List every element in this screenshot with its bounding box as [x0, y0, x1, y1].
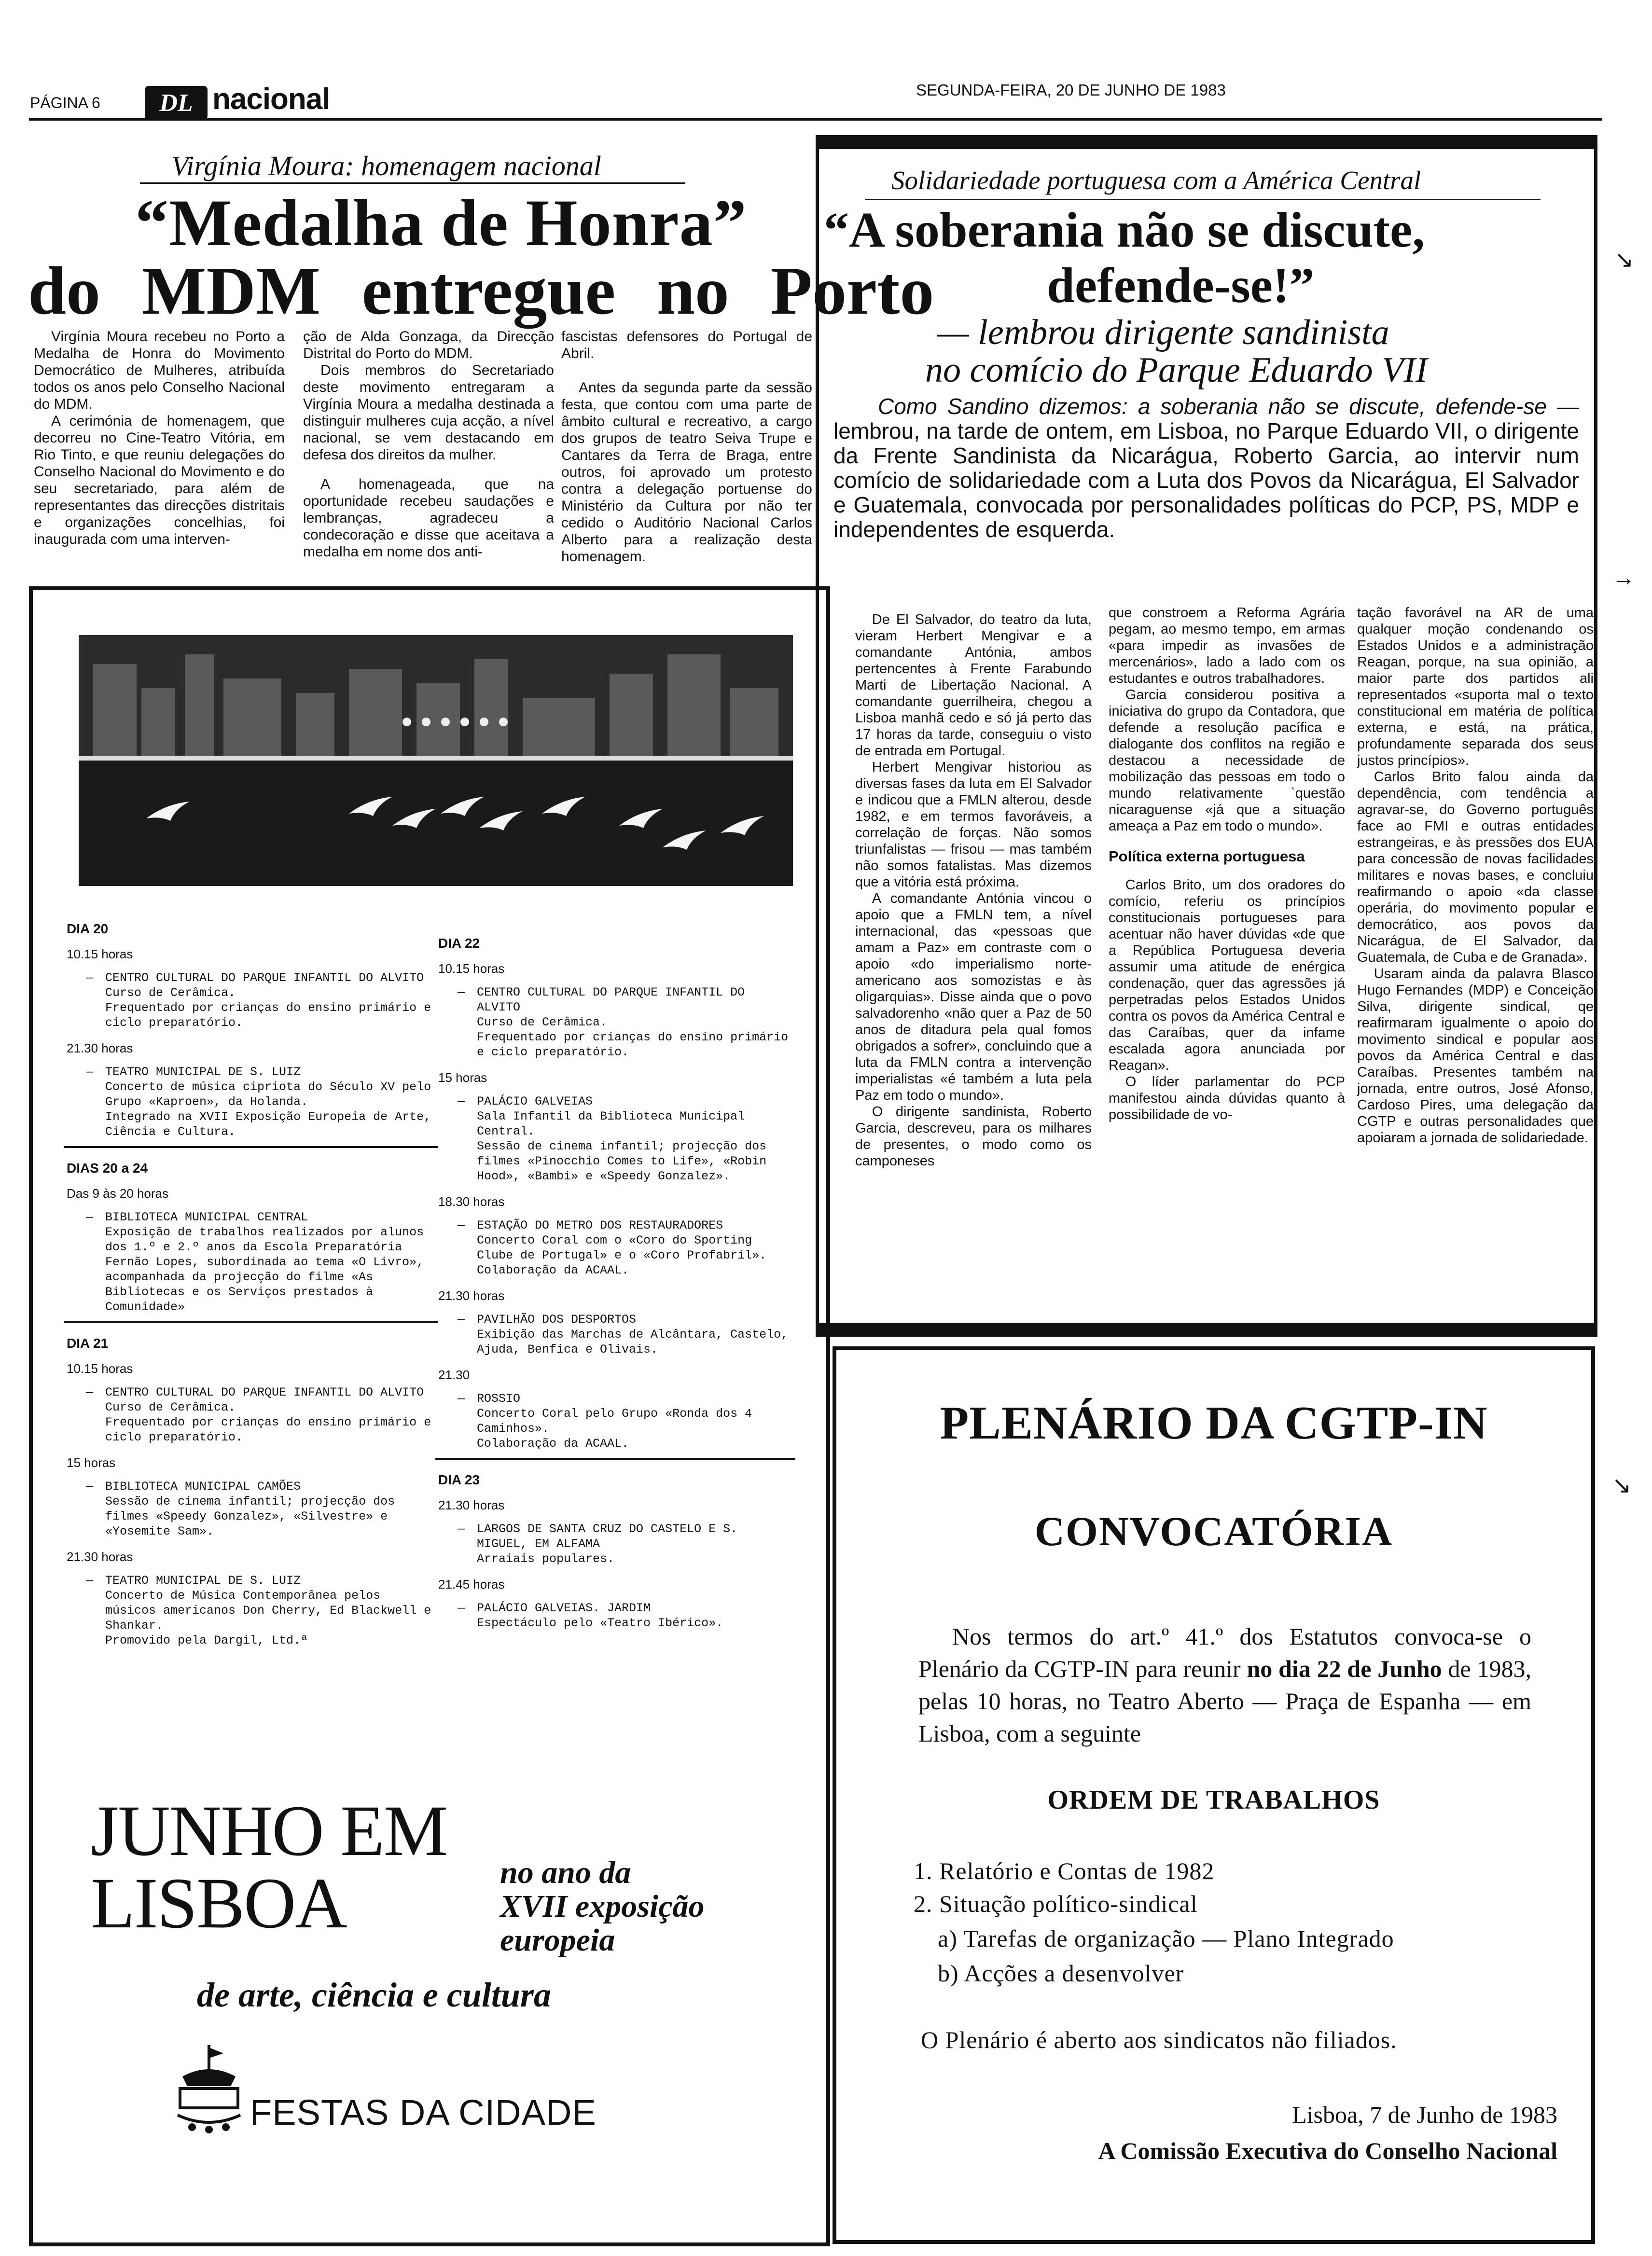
sol-bottom-bar — [819, 1323, 1594, 1333]
sol-subhead: Política externa portuguesa — [1109, 848, 1305, 865]
mdm-headline-line2: do MDM entregue no Porto — [28, 252, 934, 329]
event-item — [67, 1479, 438, 1539]
margin-arrow: ↘ — [1612, 1473, 1632, 1498]
event-description: Concerto Coral com o «Coro do Sporting Clube de Portugal» e o «Coro Profabril». Colaboração da ACAAL. — [477, 1233, 767, 1277]
sol-paragraph: Usaram ainda da palavra Blasco Hugo Fernandes (MDP) e Conceição Silva, dirigente sindical, qe reafirmaram igualmente o apoio do movimento sindical e popular aos povos da América Central e das Caraíbas. Presentes também na jornada, entre outros, José Afonso, Cardoso Pires, uma delegação da CGTP e outras personalidades que apoiaram a jornada de solidariedade. — [1357, 966, 1594, 1146]
event-venue: — TEATRO MUNICIPAL DE S. LUIZ — [105, 1065, 301, 1079]
day-separator — [64, 1146, 438, 1148]
event-description: Exibição das Marchas de Alcântara, Castelo, Ajuda, Benfica e Olivais. — [477, 1328, 789, 1356]
cgtp-note: O Plenário é aberto aos sindicatos não filiados. — [921, 2026, 1397, 2053]
sol-kicker-rule — [865, 199, 1541, 200]
event-description: Curso de Cerâmica. Frequentado por crianças do ensino primário e ciclo preparatório. — [477, 1015, 789, 1059]
event-description: Curso de Cerâmica. Frequentado por crianças do ensino primário e ciclo preparatório. — [105, 1400, 431, 1444]
mdm-paragraph: A cerimónia de homenagem, que decorreu no Cine-Teatro Vitória, em Rio Tinto, e que reuniu delegações do Conselho Nacional do Movimento e do seu secretariado, para além de representantes das direcções distritais e organizações concelhias, foi inaugurada com uma interven- — [34, 413, 285, 547]
event-venue: — CENTRO CULTURAL DO PARQUE INFANTIL DO ALVITO — [477, 985, 745, 1014]
issue-date: SEGUNDA-FEIRA, 20 DE JUNHO DE 1983 — [916, 81, 1226, 99]
event-hour: 10.15 horas — [438, 961, 505, 976]
solidariedade-article-box — [816, 135, 1597, 1337]
mdm-column-1 — [34, 328, 285, 584]
junho-em-lisboa-ad — [29, 586, 830, 2246]
event-venue: — LARGOS DE SANTA CRUZ DO CASTELO E S. MIGUEL, EM ALFAMA — [477, 1522, 738, 1551]
event-item — [67, 1065, 438, 1139]
junho-subtitle-line3: europeia — [500, 1923, 615, 1958]
event-hour: 21.30 horas — [67, 1550, 133, 1564]
sol-paragraph: De El Salvador, do teatro da luta, vieram Herbert Mengivar e a comandante Antónia, ambos pertencentes à Frente Farabundo Marti de Libertação Nacional. A comandante guerrilheira, chegou a Lisboa manhã cedo e só já perto das 17 horas da tarde, conseguiu o visto de entrada em Portugal. — [855, 612, 1092, 759]
sol-column-2 — [1109, 605, 1345, 1123]
cgtp-subitem-a: a) Tarefas de organização — Plano Integrado — [938, 1925, 1394, 1952]
event-hour: 10.15 horas — [67, 1361, 133, 1376]
festas-da-cidade: FESTAS DA CIDADE — [250, 2092, 597, 2132]
cgtp-item-2: 2. Situação político-sindical — [914, 1890, 1198, 1917]
event-venue: — ESTAÇÃO DO METRO DOS RESTAURADORES — [477, 1218, 723, 1232]
festas-emblem-icon — [173, 2043, 245, 2134]
event-hour: 18.30 horas — [438, 1194, 505, 1209]
mdm-column-3 — [561, 328, 812, 584]
event-description: Sessão de cinema infantil; projecção dos filmes «Speedy Gonzalez», «Silvestre» e «Yosemite Sam». — [105, 1495, 395, 1538]
sol-paragraph: O dirigente sandinista, Roberto Garcia, descreveu, para os milhares de presentes, o modo como os camponeses — [855, 1104, 1092, 1169]
event-venue: — CENTRO CULTURAL DO PARQUE INFANTIL DO ALVITO — [105, 971, 424, 985]
event-item — [438, 1312, 795, 1357]
junho-subtitle-line2: XVII exposição — [500, 1889, 705, 1924]
mdm-kicker: Virgínia Moura: homenagem nacional — [171, 150, 601, 181]
event-item — [67, 1210, 438, 1315]
margin-arrow: ↘ — [1614, 247, 1634, 273]
event-venue: — PAVILHÃO DOS DESPORTOS — [477, 1313, 637, 1327]
sol-subhead-line2: no comício do Parque Eduardo VII — [925, 350, 1428, 390]
mdm-paragraph: A homenageada, que na oportunidade recebeu saudações e lembranças, agradeceu a condecoração e disse que aceitava a medalha em nome dos anti- — [303, 476, 554, 560]
event-item — [438, 1601, 795, 1631]
event-day: DIAS 20 a 24 — [67, 1161, 148, 1176]
mdm-paragraph: Virgínia Moura recebeu no Porto a Medalha de Honra do Movimento Democrático de Mulheres, atribuída todos os anos pelo Conselho Nacional do MDM. — [34, 329, 285, 412]
sol-column-3 — [1357, 605, 1594, 1146]
event-hour: 15 horas — [438, 1070, 487, 1085]
event-venue: — ROSSIO — [477, 1392, 521, 1406]
sol-paragraph: Garcia considerou positiva a iniciativa do grupo da Contadora, que defende a resolução pacífica e dialogante dos conflitos na região e destacou a necessidade de mobilização das pessoas em todo o mundo relativamente `questão nicaraguense «já que a situação ameaça a Paz em todo o mundo». — [1109, 687, 1345, 834]
cgtp-item-1: 1. Relatório e Contas de 1982 — [914, 1857, 1215, 1884]
cgtp-signature: A Comissão Executiva do Conselho Nacional — [1098, 2137, 1557, 2164]
event-item — [67, 970, 438, 1030]
event-item — [438, 1218, 795, 1278]
sol-paragraph: tação favorável na AR de uma qualquer moção condenando os Estados Unidos e a administração Reagan, porque, na sua opinião, a maior parte dos partidos ali representados «suporta mal o texto constitucional em matéria de política externa, e está, na prática, profundamente separada dos seus justos princípios». — [1357, 605, 1594, 768]
sol-paragraph: Carlos Brito falou ainda da dependência, com tendência a agravar-se, do Governo português face ao FMI e outras entidades estrangeiras, e às pressões dos EUA para concessão de novas facilidades militares e novas bases, e concluiu reafirmando o apoio «da classe operária, do movimento popular e democrático, aos povos da Nicarágua, de El Salvador, da Guatemala, de Cuba e de Granada». — [1357, 769, 1594, 965]
event-item — [438, 1391, 795, 1451]
event-hour: 21.30 — [438, 1368, 470, 1382]
sol-lead-rest: — lembrou, na tarde de ontem, em Lisboa, no Parque Eduardo VII, o dirigente da Frente Sandinista da Nicarágua, Roberto Garcia, ao intervir num comício de solidariedade com a Luta dos Povos da Nicarágua, El Salvador e Guatemala, convocada por personalidades políticas do PCP, PS, MDP e independentes de esquerda. — [833, 394, 1580, 542]
event-description: Concerto de Música Contemporânea pelos músicos americanos Don Cherry, Ed Blackwell e Shankar. Promovido pela Dargil, Ltd.ª — [105, 1589, 431, 1647]
mdm-column-2 — [303, 328, 554, 584]
cgtp-date-line: Lisboa, 7 de Junho de 1983 — [1292, 2101, 1557, 2128]
event-hour: Das 9 às 20 horas — [67, 1186, 169, 1201]
cgtp-convocatoria-box — [833, 1346, 1595, 2244]
event-hour: 21.30 horas — [438, 1288, 505, 1303]
event-description: Exposição de trabalhos realizados por alunos dos 1.º e 2.º anos da Escola Preparatória Fernão Lopes, subordinada ao tema «O Livro», acompanhada da projecção do filme «As Bibliotecas e os Serviços prestados à Comunidade» — [105, 1225, 424, 1314]
sol-subhead-line1: — lembrou dirigente sandinista — [937, 313, 1389, 352]
sol-paragraph: O líder parlamentar do PCP manifestou ainda dúvidas quanto à possibilidade de vo- — [1109, 1074, 1345, 1122]
sol-paragraph: que constroem a Reforma Agrária pegam, ao mesmo tempo, em armas «para impedir as invasões de mercenários», lado a lado com os estudantes e outros trabalhadores. — [1109, 605, 1345, 686]
event-venue: — PALÁCIO GALVEIAS. JARDIM — [477, 1601, 651, 1615]
events-column-right — [438, 923, 795, 1637]
cgtp-ordem-title: ORDEM DE TRABALHOS — [1047, 1785, 1380, 1815]
mdm-headline-line1: “Medalha de Honra” — [135, 186, 747, 260]
sol-headline-line2: defende-se!” — [1047, 258, 1315, 313]
event-item — [438, 1094, 795, 1184]
sol-top-bar — [819, 138, 1594, 149]
margin-arrow: → — [1612, 565, 1635, 591]
sol-lead — [833, 394, 1579, 542]
cgtp-intro-b: de 1983, pelas 10 horas, no Teatro Aberto — Praça de Espanha — em Lisboa, com a seguinte — [918, 1655, 1531, 1747]
mdm-paragraph: Antes da segunda parte da sessão festa, que contou com uma parte de âmbito cultural e recreativo, a cargo dos grupos de teatro Seiva Trupe e Cantares da Terra de Braga, entre outros, foi aprovado um protesto contra a delegação portuense do Ministério da Cultura por não ter cedido o Auditório Nacional Carlos Alberto para a realização desta homenagem. — [561, 380, 812, 565]
junho-tagline: de arte, ciência e cultura — [197, 1976, 551, 2014]
event-venue: — TEATRO MUNICIPAL DE S. LUIZ — [105, 1574, 301, 1588]
event-venue: — BIBLIOTECA MUNICIPAL CAMÕES — [105, 1480, 301, 1494]
newspaper-logo — [145, 86, 208, 120]
event-item — [438, 985, 795, 1060]
sol-paragraph: Carlos Brito, um dos oradores do comício, referiu os princípios constitucionais portugueses para acentuar não haver dúvidas «de que a República Portuguesa deveria assumir uma atitude de enérgica condenação, quer das agressões já perpetradas pelos Estados Unidos contra os povos da América Central e das Caraíbas, quer da infame escalada agora anunciada por Reagan». — [1109, 877, 1345, 1073]
events-column-left — [67, 909, 438, 1655]
cgtp-subtitle: CONVOCATÓRIA — [1034, 1508, 1393, 1554]
logo-mark-icon — [145, 86, 208, 120]
cgtp-subitem-b: b) Acções a desenvolver — [938, 1960, 1184, 1987]
sol-column-1 — [855, 611, 1092, 1169]
event-day: DIA 23 — [438, 1472, 480, 1487]
event-item — [67, 1385, 438, 1445]
event-description: Concerto de música cipriota do Século XV pelo Grupo «Kaproen», da Holanda. Integrado na XVII Exposição Europeia de Arte, Ciência e Cultura. — [105, 1080, 431, 1139]
cgtp-intro — [918, 1620, 1531, 1750]
cgtp-intro-bold: no dia 22 de Junho — [1247, 1655, 1442, 1682]
junho-subtitle-line1: no ano da — [500, 1855, 631, 1890]
event-hour: 21.45 horas — [438, 1577, 505, 1592]
header-rule — [29, 118, 1602, 121]
event-day: DIA 21 — [67, 1336, 109, 1351]
event-description: Concerto Coral pelo Grupo «Ronda dos 4 Caminhos». Colaboração da ACAAL. — [477, 1407, 752, 1451]
junho-title-line2: LISBOA — [91, 1863, 347, 1943]
cgtp-title: PLENÁRIO DA CGTP-IN — [940, 1397, 1488, 1449]
sol-headline-line1: “A soberania não se discute, — [824, 202, 1425, 258]
page-number: PÁGINA 6 — [30, 94, 100, 111]
event-day: DIA 22 — [438, 936, 480, 951]
event-day: DIA 20 — [67, 921, 109, 936]
event-description: Curso de Cerâmica. Frequentado por crianças do ensino primário e ciclo preparatório. — [105, 986, 431, 1030]
mdm-paragraph: Dois membros do Secretariado deste movimento entregaram a Virgínia Moura a medalha destinada a distinguir mulheres cuja acção, a nível nacional, se vem destacando em defesa dos direitos da mulher. — [303, 362, 554, 463]
event-item — [438, 1522, 795, 1566]
section-name: nacional — [212, 83, 330, 116]
mdm-kicker-rule — [140, 182, 685, 184]
day-separator — [64, 1321, 438, 1323]
event-hour: 21.30 horas — [67, 1041, 133, 1055]
sol-paragraph: Herbert Mengivar historiou as diversas fases da luta em El Salvador e indicou que a FMLN alterou, desde 1982, e em termos favoráveis, a correlação de forças. Não somos triunfalistas — frisou — mas também não somos fatalistas. Mas dizemos que a vitória está próxima. — [855, 760, 1092, 890]
event-item — [67, 1573, 438, 1648]
sol-lead-italic: Como Sandino dizemos: a soberania não se discute, defende-se — [878, 394, 1547, 419]
lisbon-skyline-illustration — [79, 635, 793, 886]
event-description: Arraiais populares. — [477, 1552, 615, 1566]
event-venue: — BIBLIOTECA MUNICIPAL CENTRAL — [105, 1210, 308, 1224]
event-hour: 10.15 horas — [67, 947, 133, 961]
event-hour: 21.30 horas — [438, 1498, 505, 1512]
sol-paragraph: A comandante Antónia vincou o apoio que a FMLN tem, a nível internacional, das «pessoas que amam a Paz» em contraste com o apoio «do imperialismo norte-americano aos somozistas e às oligarquias». Disse ainda que o povo salvadorenho «não quer a Paz de 50 anos de ditadura pela qual fomos obrigados a sofrer», concluindo que a luta da FMLN contra a intervenção imperialistas «é também a luta pela Paz em todo o mundo». — [855, 891, 1092, 1103]
event-hour: 15 horas — [67, 1455, 116, 1470]
mdm-paragraph: ção de Alda Gonzaga, da Direcção Distrital do Porto do MDM. — [303, 329, 554, 361]
cgtp-intro-a: Nos termos do art.º 41.º dos Estatutos convoca-se o Plenário da CGTP-IN para reunir — [918, 1623, 1531, 1682]
day-separator — [435, 1458, 795, 1460]
sol-kicker: Solidariedade portuguesa com a América Central — [891, 166, 1421, 195]
svg-text:DL: DL — [159, 89, 193, 117]
mdm-paragraph: fascistas defensores do Portugal de Abril. — [561, 329, 812, 361]
event-venue: — CENTRO CULTURAL DO PARQUE INFANTIL DO ALVITO — [105, 1385, 424, 1399]
junho-title-line1: JUNHO EM — [91, 1791, 447, 1871]
event-description: Espectáculo pelo «Teatro Ibérico». — [477, 1616, 723, 1630]
event-description: Sala Infantil da Biblioteca Municipal Central. Sessão de cinema infantil; projecção dos filmes «Pinocchio Comes to Life», «Robin Hood», «Bambi» e «Speedy Gonzalez». — [477, 1109, 767, 1183]
event-venue: — PALÁCIO GALVEIAS — [477, 1094, 593, 1108]
